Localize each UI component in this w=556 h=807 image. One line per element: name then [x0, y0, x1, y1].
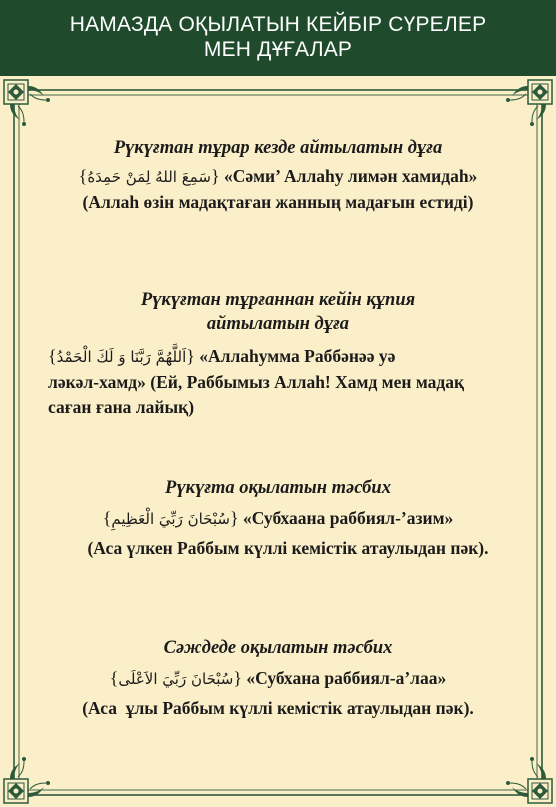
translation: (Аллаһ өзін мадақтаған жанның мадағын естиді) — [82, 192, 474, 212]
header-title-line1: НАМАЗДА ОҚЫЛАТЫН КЕЙБІР СҮРЕЛЕР — [69, 13, 487, 36]
dua-paragraph-line3: саған ғана лайық) — [48, 397, 195, 417]
section-ruku-rising — [0, 136, 556, 215]
section-title-line2: айтылатын дұға — [206, 314, 350, 334]
dua-paragraph — [48, 344, 518, 420]
page-header — [0, 0, 556, 76]
brace-open: { — [48, 346, 57, 366]
brace-close: } — [233, 668, 242, 688]
transliteration: «Сәми’ Аллаһу лимән хамидаһ» — [223, 166, 478, 186]
brace-close: } — [186, 346, 195, 366]
brace-close: } — [229, 508, 239, 528]
arabic-text: سُبْحَانَ رَبِّيَ الاَعْلَى — [118, 670, 234, 688]
arabic-text: اَللَّهُمَّ رَبَّنَا وَ لَكَ الْحَمْدُ — [56, 348, 187, 366]
brace-open: { — [102, 508, 112, 528]
dua-paragraph-line1 — [48, 344, 518, 370]
section-sujud-tasbih — [0, 636, 556, 721]
translation: (Аса үлкен Раббым күллі кемістік атаулыдан пәк). — [87, 538, 489, 558]
ornamental-frame — [0, 76, 556, 807]
section-after-ruku — [0, 288, 556, 336]
transliteration: «Субхаана раббиял-’азим» — [242, 508, 454, 528]
section-title-line1: Рүкүғтан тұрғаннан кейін құпия — [140, 290, 416, 310]
transliteration: «Субхана раббиял-а’лаа» — [246, 668, 447, 688]
brace-open: { — [78, 166, 88, 186]
corner-ornament — [4, 80, 50, 126]
section-title: Сәждеде оқылатын тәсбих — [163, 638, 393, 658]
section-title: Рүкүғтан тұрар кезде айтылатын дұға — [113, 138, 443, 158]
header-title-line2: МЕН ДҰҒАЛАР — [203, 38, 353, 61]
arabic-text: سَمِعَ اللهُ لِمَنْ حَمِدَهُ — [87, 168, 211, 186]
brace-close: } — [210, 166, 220, 186]
dua-line — [0, 666, 556, 692]
arabic-text: سُبْحَانَ رَبِّيَ الْعَظِيمِ — [111, 510, 230, 528]
section-title: Рүкүғта оқылатын тәсбих — [165, 478, 391, 498]
brace-open: { — [109, 668, 119, 688]
translation: (Аса ұлы Раббым күллі кемістік атаулыдан пәк). — [82, 698, 474, 718]
dua-line — [0, 164, 556, 190]
dua-line — [0, 506, 556, 532]
dua-paragraph-line2: ләкәл-хамд» (Ей, Раббымыз Аллаһ! Хамд мен мадақ — [48, 372, 465, 392]
section-ruku-tasbih — [0, 476, 556, 561]
transliteration-start: «Аллаһумма Раббәнәә уә — [199, 346, 396, 366]
